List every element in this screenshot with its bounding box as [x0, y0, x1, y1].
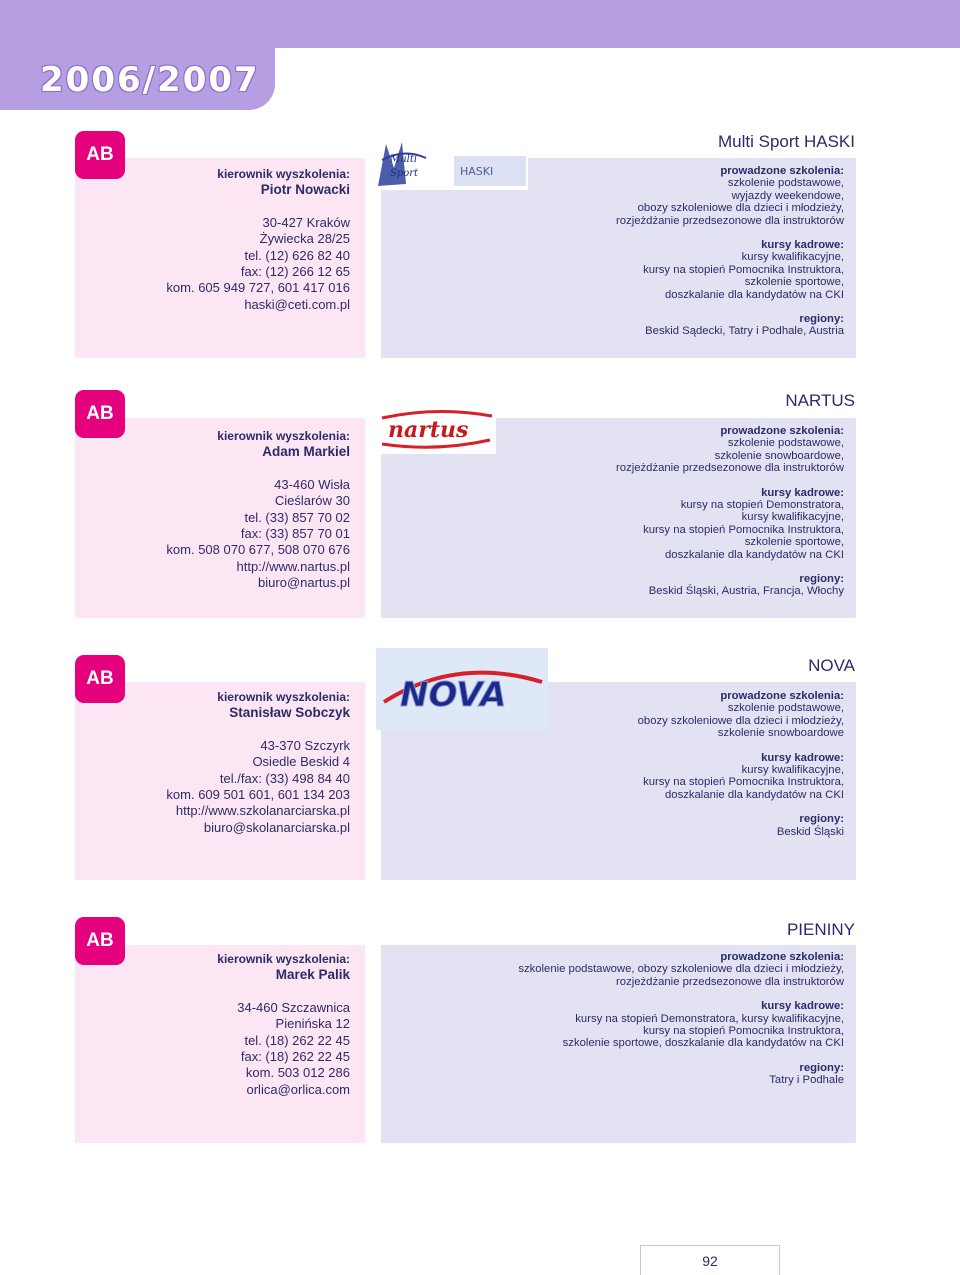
contact-block: [120, 689, 350, 836]
contact-role: kierownik wyszkolenia:: [217, 690, 350, 704]
staff-line: kursy na stopień Pomocnika Instruktora,: [643, 776, 844, 789]
details-block: [470, 951, 844, 1087]
staff-line: doszkalanie dla kandydatów na CKI: [665, 288, 844, 301]
training-heading: prowadzone szkolenia:: [720, 951, 844, 963]
staff-line: kursy kwalifikacyjne,: [741, 251, 844, 264]
staff-line: szkolenie sportowe,: [744, 536, 844, 549]
details-block: [470, 165, 844, 338]
staff-line: kursy kwalifikacyjne,: [741, 764, 844, 777]
training-line: rozjeżdżanie przedsezonowe dla instruktorów: [616, 975, 844, 988]
phone-line: tel. (12) 626 82 40: [244, 247, 350, 263]
staff-heading: kursy kadrowe:: [761, 751, 844, 764]
ab-badge: AB: [75, 917, 125, 965]
address-line: Osiedle Beskid 4: [252, 754, 350, 770]
contact-person: Piotr Nowacki: [260, 182, 350, 198]
training-line: wyjazdy weekendowe,: [731, 189, 844, 202]
contact-role: kierownik wyszkolenia:: [217, 952, 350, 966]
address-line: Żywiecka 28/25: [259, 231, 350, 247]
fax-line: fax: (18) 262 22 45: [240, 1049, 350, 1065]
regions-heading: regiony:: [799, 573, 844, 586]
staff-heading: kursy kadrowe:: [761, 239, 844, 252]
header-band: [0, 0, 960, 48]
staff-line: kursy na stopień Demonstratora, kursy kwalifikacyjne,: [575, 1012, 844, 1025]
staff-line: kursy na stopień Pomocnika Instruktora,: [643, 1025, 844, 1038]
training-heading: prowadzone szkolenia:: [720, 425, 844, 437]
haski-logo-word-1: Multi: [390, 154, 418, 165]
address-line: 34-460 Szczawnica: [237, 999, 350, 1015]
phone-line: tel. (33) 857 70 02: [244, 509, 350, 525]
company-name: Multi Sport HASKI: [718, 132, 855, 151]
training-line: rozjeżdżanie przedsezonowe dla instruktorów: [616, 214, 844, 227]
regions-heading: regiony:: [799, 313, 844, 326]
website-link[interactable]: http://www.nartus.pl: [236, 558, 350, 574]
training-line: szkolenie podstawowe,: [727, 702, 844, 715]
contact-role: kierownik wyszkolenia:: [217, 429, 350, 443]
contact-person: Adam Markiel: [262, 444, 350, 460]
training-line: szkolenie podstawowe, obozy szkoleniowe dla dzieci i młodzieży,: [518, 963, 844, 976]
regions-line: Beskid Śląski, Austria, Francja, Włochy: [648, 585, 844, 598]
mobile-line: kom. 609 501 601, 601 134 203: [166, 787, 350, 803]
nova-logo-text: NOVA: [400, 675, 507, 715]
details-block: [470, 690, 844, 838]
staff-line: kursy na stopień Demonstratora,: [680, 499, 844, 512]
training-heading: prowadzone szkolenia:: [720, 690, 844, 702]
staff-line: doszkalanie dla kandydatów na CKI: [665, 788, 844, 801]
email-link[interactable]: orlica@orlica.com: [246, 1081, 350, 1097]
staff-line: kursy na stopień Pomocnika Instruktora,: [643, 523, 844, 536]
contact-block: [120, 166, 350, 313]
email-link[interactable]: biuro@skolanarciarska.pl: [203, 819, 350, 835]
training-line: obozy szkoleniowe dla dzieci i młodzieży,: [637, 714, 844, 727]
regions-heading: regiony:: [799, 813, 844, 826]
address-line: 30-427 Kraków: [262, 214, 350, 230]
training-line: szkolenie snowboardowe,: [714, 449, 844, 462]
company-name: NOVA: [808, 656, 855, 675]
contact-person: Marek Palik: [275, 967, 350, 983]
ab-badge: AB: [75, 655, 125, 703]
address-line: Cieślarów 30: [274, 493, 350, 509]
mobile-line: kom. 508 070 677, 508 070 676: [166, 542, 350, 558]
nartus-logo-text: nartus: [388, 417, 469, 443]
company-name: PIENINY: [786, 920, 855, 939]
details-block: [470, 425, 844, 598]
phone-line: tel. (18) 262 22 45: [244, 1032, 350, 1048]
address-line: 43-370 Szczyrk: [260, 737, 350, 753]
email-link[interactable]: haski@ceti.com.pl: [244, 296, 350, 312]
email-link[interactable]: biuro@nartus.pl: [258, 575, 350, 591]
regions-heading: regiony:: [799, 1061, 844, 1074]
contact-person: Stanisław Sobczyk: [229, 705, 350, 721]
haski-logo-word-2: Sport: [390, 168, 419, 179]
ab-badge: AB: [75, 390, 125, 438]
company-name: NARTUS: [785, 391, 855, 410]
staff-heading: kursy kadrowe:: [761, 1000, 844, 1013]
website-link[interactable]: http://www.szkolanarciarska.pl: [175, 803, 350, 819]
regions-line: Tatry i Podhale: [769, 1074, 844, 1087]
regions-line: Beskid Śląski: [776, 825, 844, 838]
contact-block: [120, 428, 350, 592]
fax-line: fax: (33) 857 70 01: [240, 526, 350, 542]
staff-line: doszkalanie dla kandydatów na CKI: [665, 548, 844, 561]
page-number: 92: [640, 1245, 780, 1275]
address-line: 43-460 Wisła: [274, 476, 350, 492]
training-line: obozy szkoleniowe dla dzieci i młodzieży,: [637, 202, 844, 215]
contact-role: kierownik wyszkolenia:: [217, 167, 350, 181]
contact-block: [120, 951, 350, 1098]
regions-line: Beskid Sądecki, Tatry i Podhale, Austria: [645, 325, 844, 338]
training-heading: prowadzone szkolenia:: [720, 165, 844, 177]
training-line: szkolenie snowboardowe: [717, 727, 844, 740]
staff-heading: kursy kadrowe:: [761, 486, 844, 499]
haski-logo-word-3: HASKI: [460, 165, 494, 178]
mobile-line: kom. 503 012 286: [245, 1065, 350, 1081]
staff-line: kursy kwalifikacyjne,: [741, 511, 844, 524]
ab-badge: AB: [75, 131, 125, 179]
page-year-title: 2006/2007: [40, 60, 260, 100]
staff-line: szkolenie sportowe, doszkalanie dla kandydatów na CKI: [562, 1037, 844, 1050]
address-line: Pienińska 12: [275, 1016, 350, 1032]
training-line: rozjeżdżanie przedsezonowe dla instruktorów: [616, 462, 844, 475]
training-line: szkolenie podstawowe,: [727, 177, 844, 190]
training-line: szkolenie podstawowe,: [727, 437, 844, 450]
mobile-line: kom. 605 949 727, 601 417 016: [166, 280, 350, 296]
fax-line: fax: (12) 266 12 65: [240, 264, 350, 280]
staff-line: kursy na stopień Pomocnika Instruktora,: [643, 263, 844, 276]
staff-line: szkolenie sportowe,: [744, 276, 844, 289]
phone-line: tel./fax: (33) 498 84 40: [219, 770, 350, 786]
